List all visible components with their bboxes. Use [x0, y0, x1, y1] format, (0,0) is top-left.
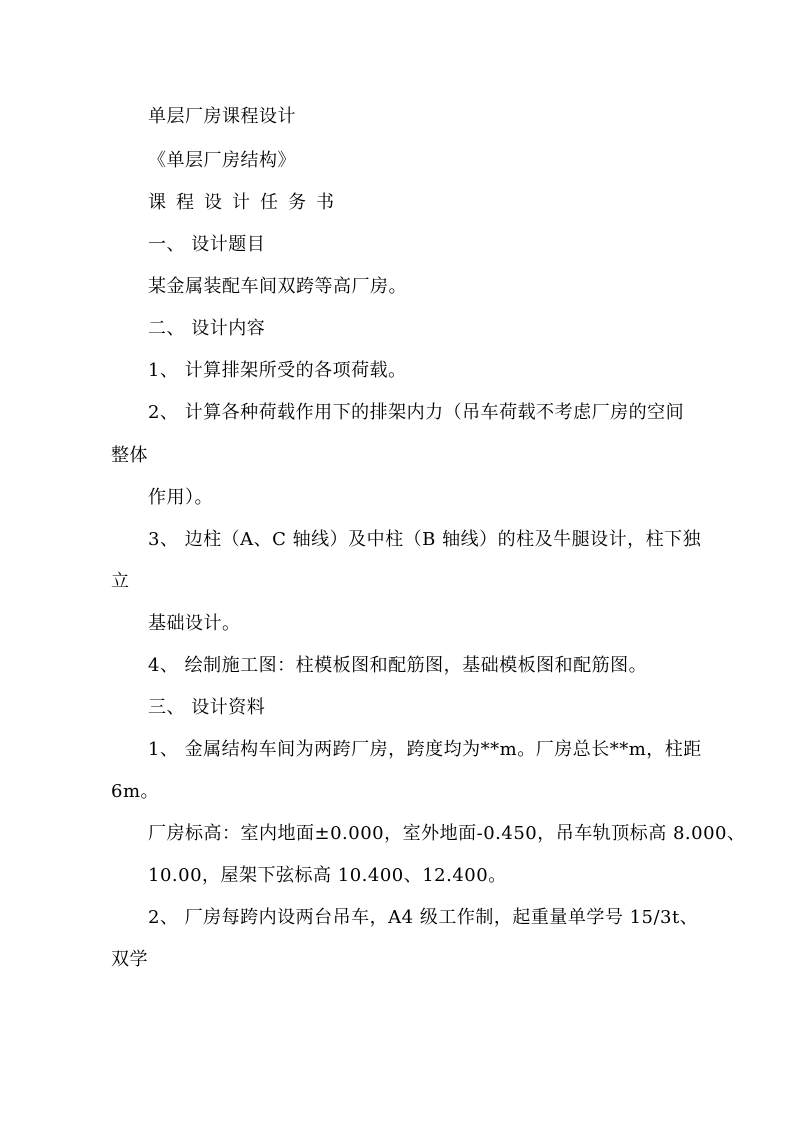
content-item-2: 2、 计算各种荷载作用下的排架内力（吊车荷载不考虑厂房的空间 [148, 402, 685, 423]
content-item-3: 3、 边柱（A、C 轴线）及中柱（B 轴线）的柱及牛腿设计，柱下独 [148, 529, 702, 550]
section-heading-data: 三、 设计资料 [148, 697, 266, 718]
document-title: 单层厂房课程设计 [148, 106, 296, 127]
section-heading-topic: 一、 设计题目 [148, 234, 266, 255]
data-item-1: 1、 金属结构车间为两跨厂房，跨度均为**m。厂房总长**m，柱距 [148, 739, 702, 760]
content-item-2-continued: 整体 [111, 445, 148, 466]
document-subtitle: 《单层厂房结构》 [148, 150, 296, 171]
content-item-4: 4、 绘制施工图：柱模板图和配筋图，基础模板图和配筋图。 [148, 655, 648, 676]
content-item-1: 1、 计算排架所受的各项荷载。 [148, 360, 407, 381]
content-item-3-continued: 立 [111, 571, 130, 592]
section-heading-content: 二、 设计内容 [148, 318, 266, 339]
content-item-2-end: 作用）。 [148, 487, 213, 508]
data-item-2-continued: 双学 [111, 949, 148, 970]
data-item-1-elevations-continued: 10.00，屋架下弦标高 10.400、12.400。 [148, 865, 507, 886]
data-item-2: 2、 厂房每跨内设两台吊车，A4 级工作制，起重量单学号 15/3t、 [148, 907, 699, 928]
content-item-3-end: 基础设计。 [148, 613, 241, 634]
data-item-1-continued: 6m。 [111, 781, 160, 802]
data-item-1-elevations: 厂房标高：室内地面±0.000，室外地面-0.450，吊车轨顶标高 8.000、 [148, 823, 746, 844]
task-book-heading: 课程设计任务书 [148, 192, 344, 213]
topic-text: 某金属装配车间双跨等高厂房。 [148, 276, 407, 297]
